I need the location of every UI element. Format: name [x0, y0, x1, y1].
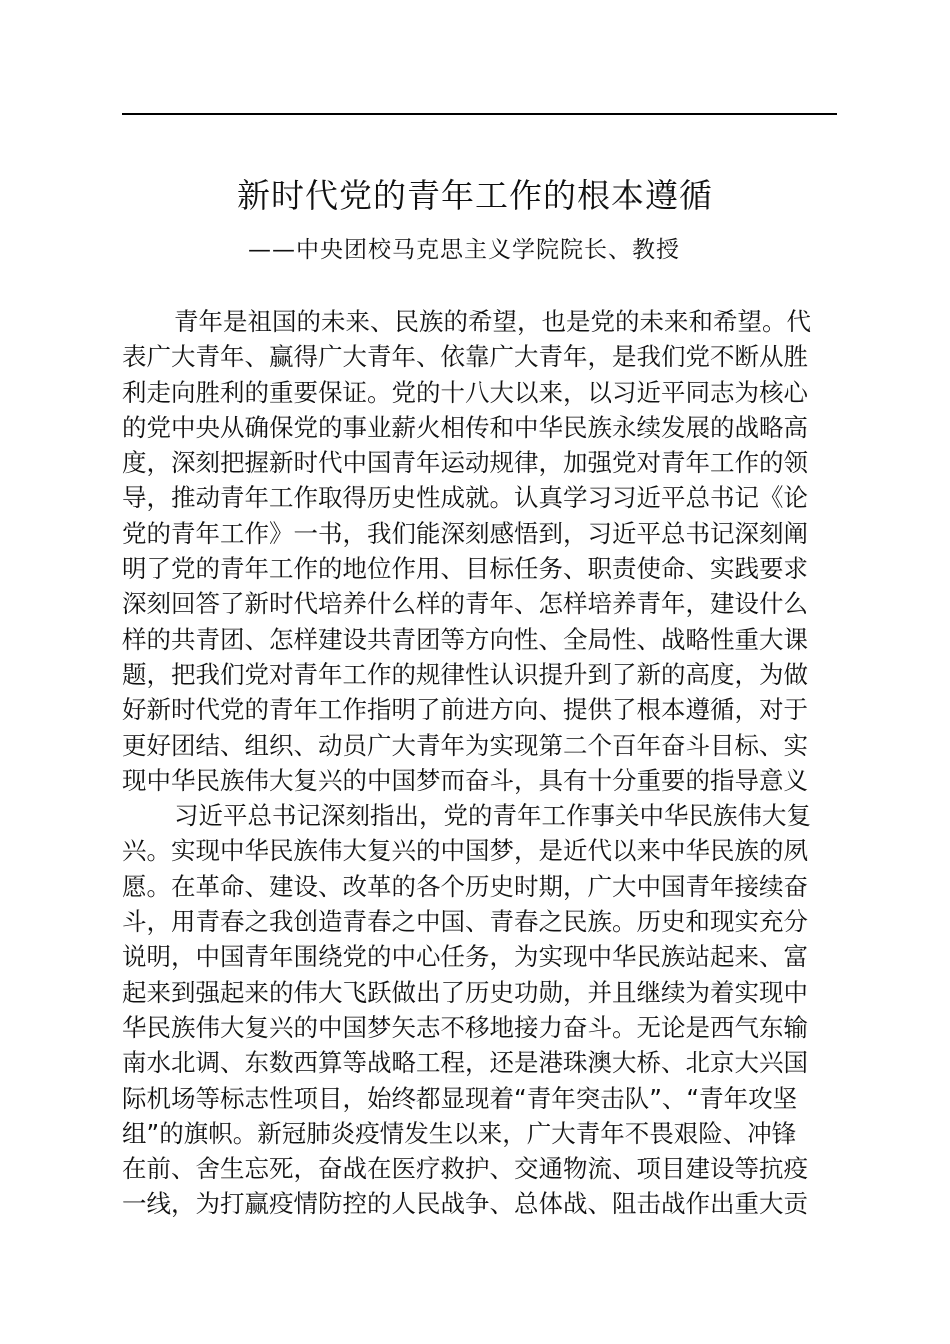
- paragraph-line: 愿。在革命、建设、改革的各个历史时期，广大中国青年接续奋: [122, 871, 808, 901]
- paragraph-line: 表广大青年、赢得广大青年、依靠广大青年，是我们党不断从胜: [122, 342, 808, 372]
- paragraph-line: 际机场等标志性项目，始终都显现着“青年突击队”、“青年攻坚: [122, 1083, 798, 1113]
- paragraph-line: 一线，为打赢疫情防控的人民战争、总体战、阻击战作出重大贡: [122, 1189, 808, 1219]
- paragraph-line: 现中华民族伟大复兴的中国梦而奋斗，具有十分重要的指导意义: [122, 765, 808, 795]
- paragraph-line: 斗，用青春之我创造青春之中国、青春之民族。历史和现实充分: [122, 907, 808, 937]
- paragraph-line: 利走向胜利的重要保证。党的十八大以来，以习近平同志为核心: [122, 377, 808, 407]
- paragraph-line: 南水北调、东数西算等战略工程，还是港珠澳大桥、北京大兴国: [122, 1048, 808, 1078]
- document-title: 新时代党的青年工作的根本遵循: [237, 176, 713, 215]
- paragraph-line: 明了党的青年工作的地位作用、目标任务、职责使命、实践要求: [122, 554, 808, 584]
- paragraph-line: 题，把我们党对青年工作的规律性认识提升到了新的高度，为做: [122, 659, 808, 689]
- paragraph-line: 度，深刻把握新时代中国青年运动规律，加强党对青年工作的领: [122, 448, 808, 478]
- document-body: [122, 304, 842, 1222]
- paragraph-2: [122, 798, 842, 1222]
- paragraph-line: 好新时代党的青年工作指明了前进方向、提供了根本遵循，对于: [122, 695, 808, 725]
- paragraph-line: 起来到强起来的伟大飞跃做出了历史功勋，并且继续为着实现中: [122, 977, 808, 1007]
- paragraph-line: 导，推动青年工作取得历史性成就。认真学习习近平总书记《论: [122, 483, 808, 513]
- paragraph-line: 华民族伟大复兴的中国梦矢志不移地接力奋斗。无论是西气东输: [122, 1012, 808, 1042]
- document-subtitle: ——中央团校马克思主义学院院长、教授: [248, 237, 680, 263]
- paragraph-line: 说明，中国青年围绕党的中心任务，为实现中华民族站起来、富: [122, 942, 808, 972]
- paragraph-line: 党的青年工作》一书，我们能深刻感悟到，习近平总书记深刻阐: [122, 518, 808, 548]
- paragraph-line: 样的共青团、怎样建设共青团等方向性、全局性、战略性重大课: [122, 624, 808, 654]
- header-rule: [122, 113, 837, 115]
- paragraph-line: 在前、舍生忘死，奋战在医疗救护、交通物流、项目建设等抗疫: [122, 1154, 808, 1184]
- paragraph-line: 的党中央从确保党的事业薪火相传和中华民族永续发展的战略高: [122, 412, 808, 442]
- paragraph-line: 兴。实现中华民族伟大复兴的中国梦，是近代以来中华民族的夙: [122, 836, 808, 866]
- paragraph-line: 习近平总书记深刻指出，党的青年工作事关中华民族伟大复: [174, 801, 811, 831]
- paragraph-line: 更好团结、组织、动员广大青年为实现第二个百年奋斗目标、实: [122, 730, 808, 760]
- paragraph-line: 青年是祖国的未来、民族的希望，也是党的未来和希望。代: [174, 307, 811, 336]
- paragraph-line: 深刻回答了新时代培养什么样的青年、怎样培养青年，建设什么: [122, 589, 808, 619]
- paragraph-1: [122, 304, 842, 798]
- paragraph-line: 组”的旗帜。新冠肺炎疫情发生以来，广大青年不畏艰险、冲锋: [122, 1118, 797, 1148]
